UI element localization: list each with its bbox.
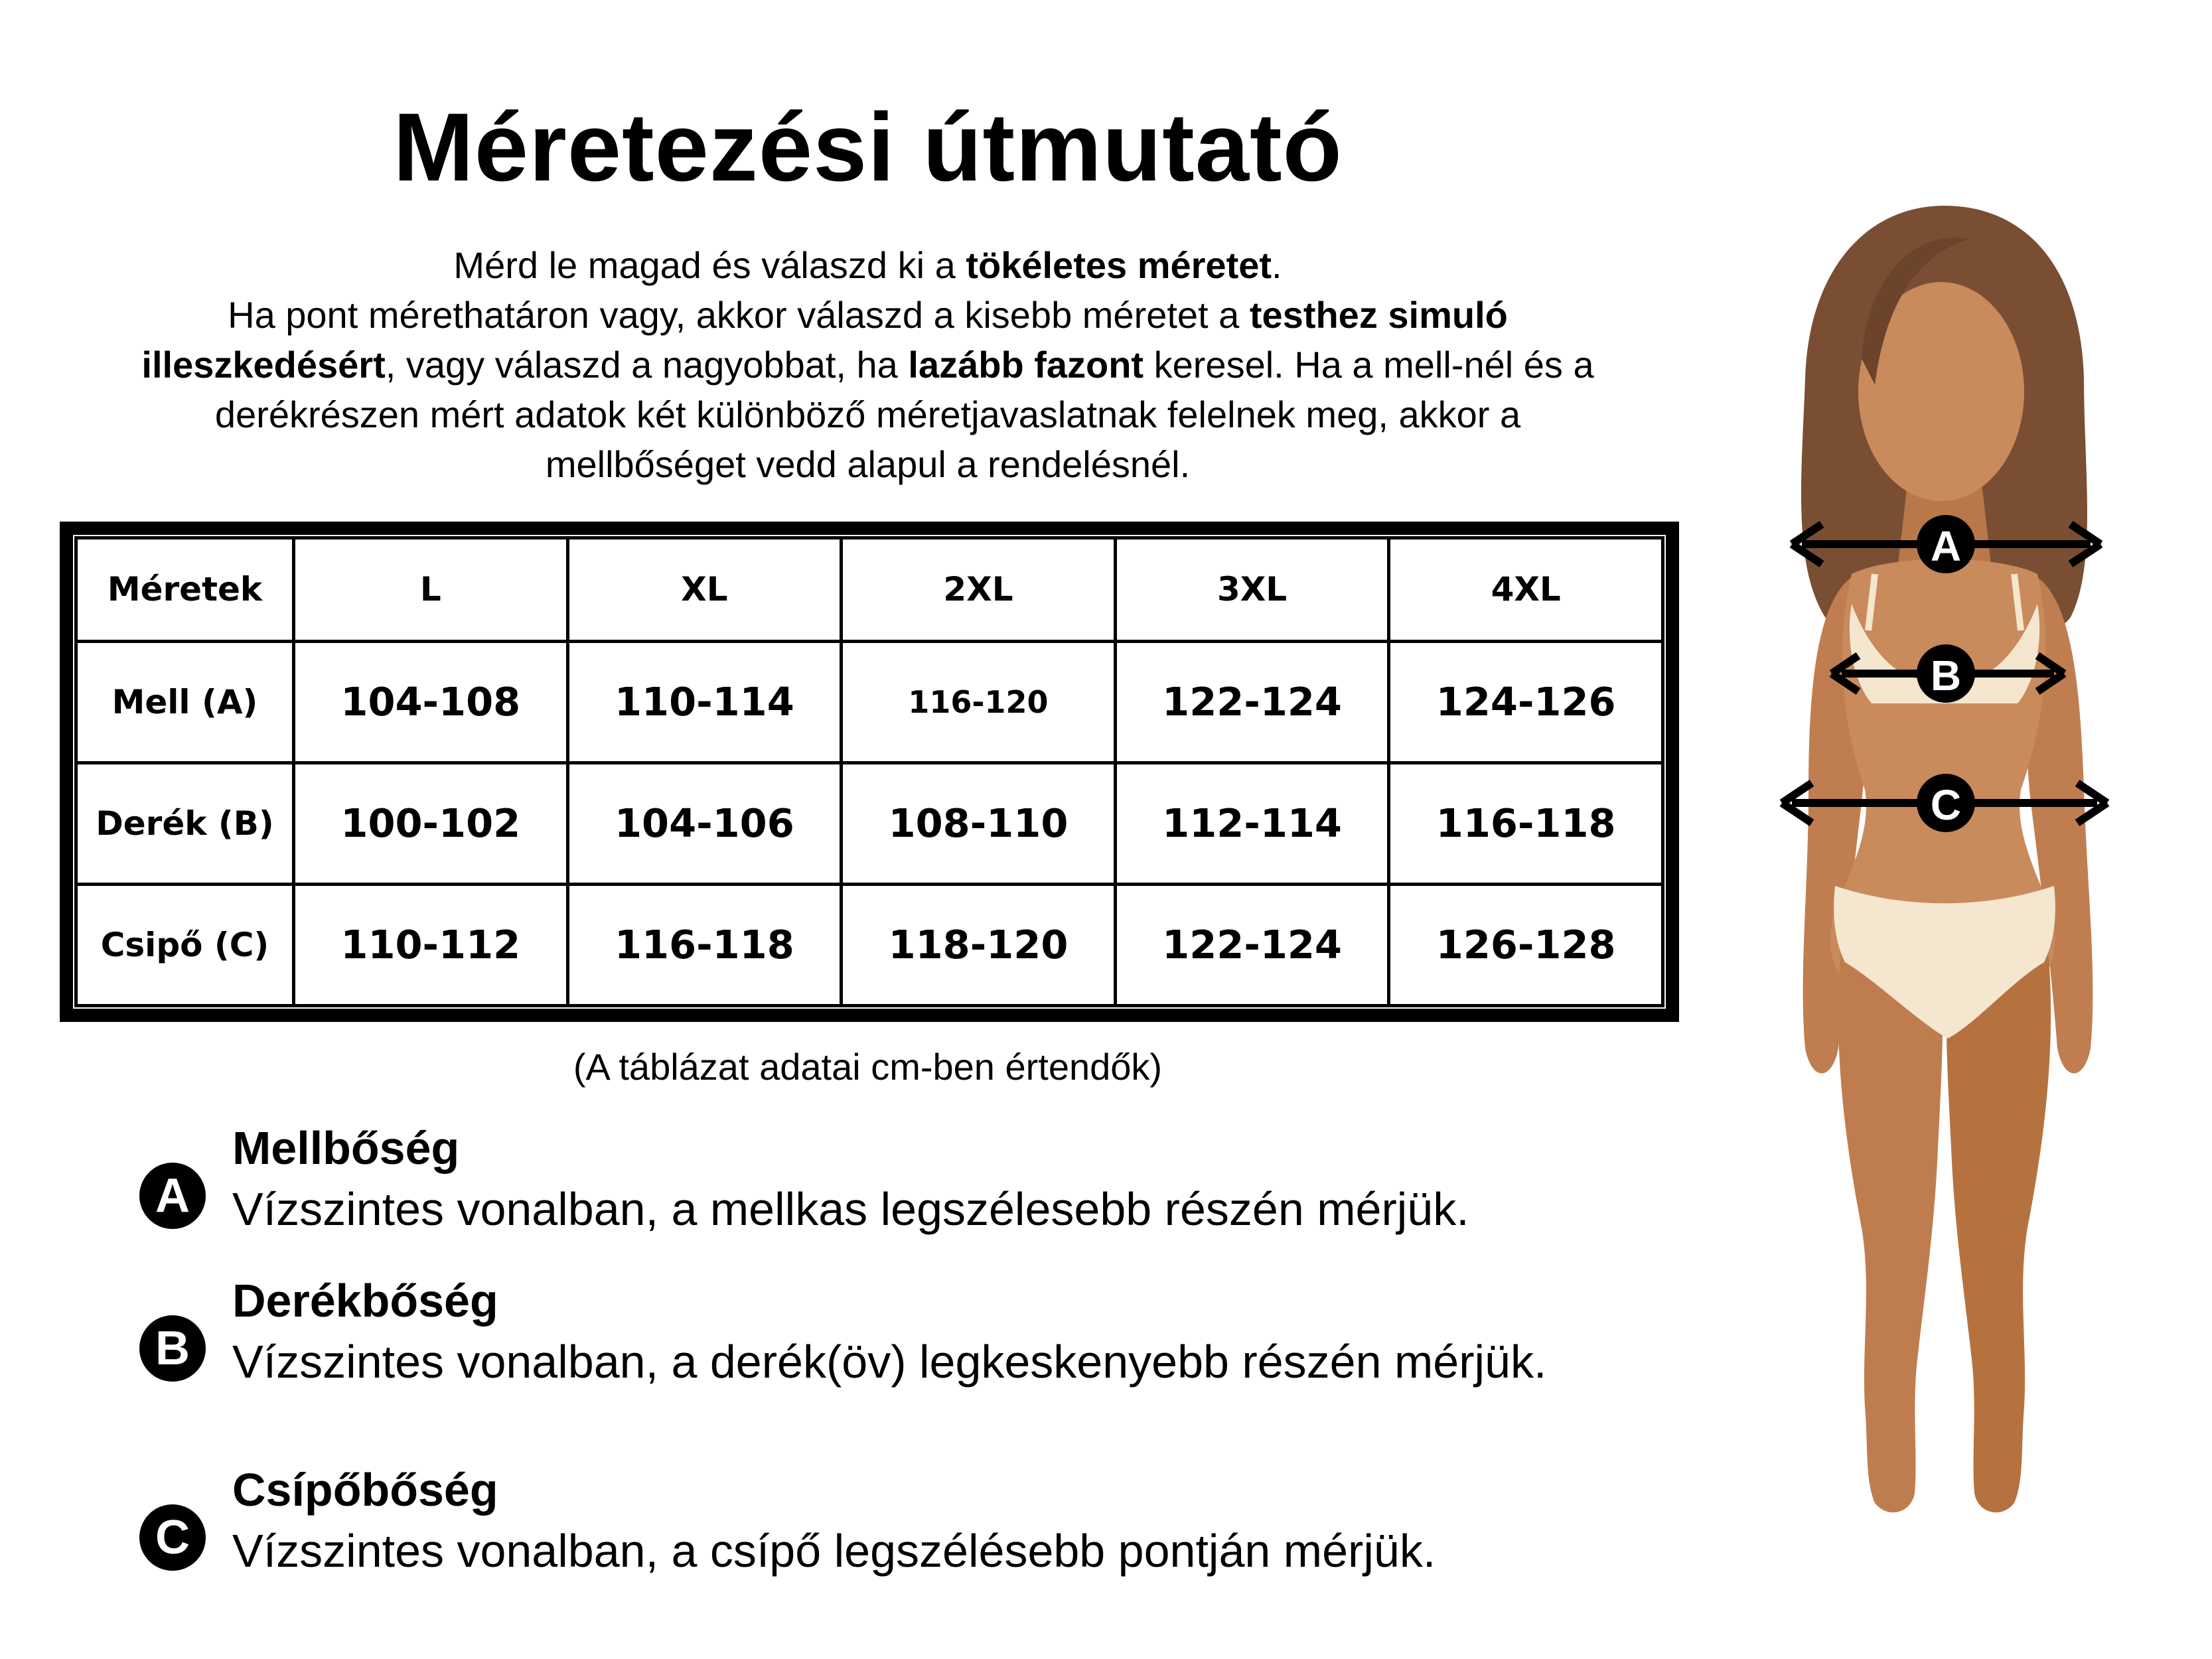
badge-b-icon: B	[139, 1315, 206, 1382]
table-cell: 110-114	[567, 641, 842, 762]
marker-b-label: B	[1930, 652, 1962, 699]
legend-title: Mellbőség	[232, 1122, 460, 1174]
intro-line1-bold: tökéletes méretet	[966, 244, 1272, 286]
badge-a-icon: A	[139, 1163, 206, 1229]
header-cell: 4XL	[1389, 538, 1663, 642]
row-label: Csipő (C)	[76, 884, 294, 1005]
unit-note: (A táblázat adatai cm-ben értendők)	[573, 1046, 1163, 1088]
table-cell: 122-124	[1115, 641, 1389, 762]
intro-line2-a: Ha pont mérethatáron vagy, akkor válaszd a kisebb méretet a	[228, 294, 1250, 336]
table-row	[76, 762, 1663, 884]
table-cell: 118-120	[842, 884, 1116, 1005]
table-cell: 110-112	[294, 884, 568, 1005]
table-cell: 116-120	[842, 641, 1116, 762]
table-cell: 108-110	[842, 762, 1116, 884]
table-row	[76, 641, 1663, 762]
table-cell: 122-124	[1115, 884, 1389, 1005]
page-title: Méretezési útmutató	[393, 93, 1343, 201]
table-header-row	[76, 538, 1663, 642]
table-cell: 104-106	[567, 762, 842, 884]
table-cell: 116-118	[1389, 762, 1663, 884]
row-label: Mell (A)	[76, 641, 294, 762]
legend-description: Vízszintes vonalban, a derék(öv) legkeskenyebb részén mérjük.	[232, 1336, 1547, 1388]
legend-description: Vízszintes vonalban, a csípő legszélésebb pontján mérjük.	[232, 1525, 1436, 1577]
header-cell: XL	[567, 538, 842, 642]
intro-line2-c: , vagy válaszd a nagyobbat, ha	[385, 344, 909, 386]
left-leg	[1838, 942, 1943, 1512]
badge-c-icon: C	[139, 1504, 206, 1571]
marker-c-label: C	[1930, 781, 1962, 829]
intro-line2-e: keresel. Ha a mell-nél és a derékrészen mért adatok két különböző méretjavaslatnak felelnek meg, akkor a mellbőséget vedd alapul a rendelésnél.	[214, 344, 1594, 485]
table-cell: 116-118	[567, 884, 842, 1005]
size-table	[74, 536, 1664, 1007]
row-label: Derék (B)	[76, 762, 294, 884]
legend-title: Csípőbőség	[232, 1464, 498, 1516]
marker-a-label: A	[1930, 522, 1962, 570]
table-cell: 104-108	[294, 641, 568, 762]
intro-text	[113, 240, 1623, 489]
size-table-frame	[60, 522, 1679, 1022]
header-cell: L	[294, 538, 568, 642]
table-row	[76, 884, 1663, 1005]
header-cell: Méretek	[76, 538, 294, 642]
header-cell: 3XL	[1115, 538, 1389, 642]
intro-line1-a: Mérd le magad és válaszd ki a	[453, 244, 966, 286]
intro-bold-loose: lazább fazont	[908, 344, 1144, 386]
table-cell: 124-126	[1389, 641, 1663, 762]
table-cell: 100-102	[294, 762, 568, 884]
body-figure-svg	[1752, 192, 2124, 1533]
table-cell: 112-114	[1115, 762, 1389, 884]
intro-bold-fit: testhez simuló illeszkedésért	[141, 294, 1508, 386]
body-figure-illustration	[1752, 192, 2124, 1533]
intro-line1-c: .	[1272, 244, 1282, 286]
table-cell: 126-128	[1389, 884, 1663, 1005]
header-cell: 2XL	[842, 538, 1116, 642]
legend-description: Vízszintes vonalban, a mellkas legszélesebb részén mérjük.	[232, 1183, 1469, 1235]
legend-title: Derékbőség	[232, 1275, 498, 1327]
